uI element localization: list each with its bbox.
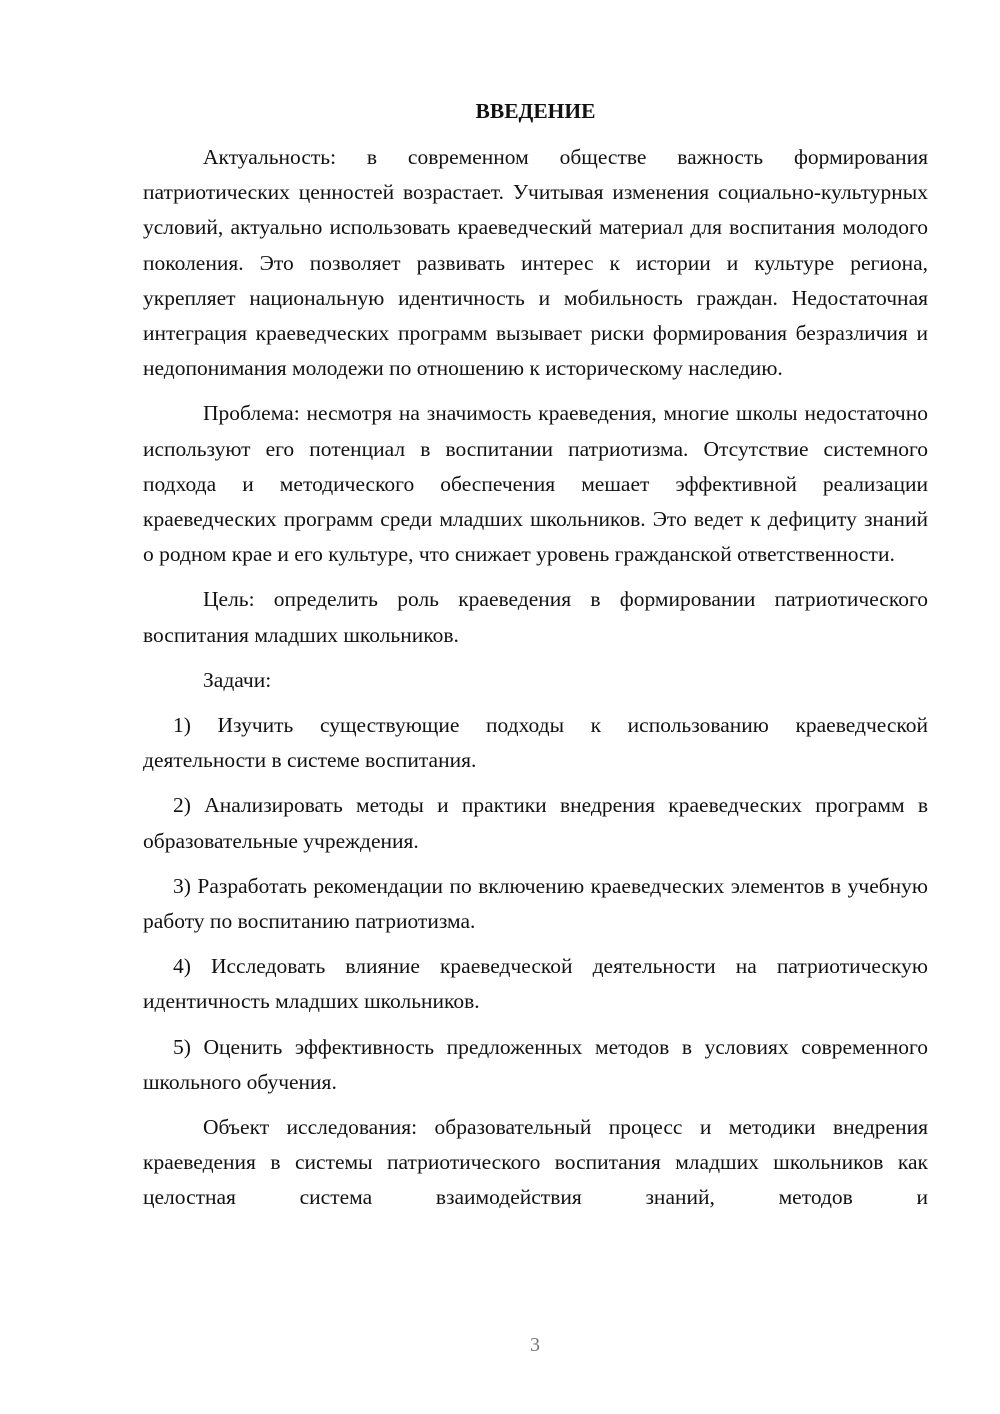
tasks-heading: Задачи: — [203, 667, 272, 692]
relevance-paragraph: Актуальность: в современном обществе важность формирования патриотических ценностей возрастает. Учитывая изменения социально-культурных условий, актуально использовать краеведческий материал для воспитания молодого поколения. Это позволяет развивать интерес к истории и культуре региона, укрепляет национальную идентичность и мобильность граждан. Недостаточная интеграция краеведческих программ вызывает риски формирования безразличия и недопонимания молодежи по отношению к историческому наследию. — [143, 145, 928, 381]
task-item: 4) Исследовать влияние краеведческой деятельности на патриотическую идентичность младших школьников. — [143, 954, 928, 1014]
task-item: 3) Разработать рекомендации по включению краеведческих элементов в учебную работу по воспитанию патриотизма. — [143, 873, 928, 934]
goal-paragraph: Цель: определить роль краеведения в формировании патриотического воспитания младших школьников. — [143, 587, 928, 647]
object-paragraph: Объект исследования: образовательный процесс и методики внедрения краеведения в системы патриотического воспитания младших школьников как целостная система взаимодействия знаний, методов и — [143, 1115, 928, 1210]
task-item: 2) Анализировать методы и практики внедрения краеведческих программ в образовательные учреждения. — [143, 793, 928, 853]
task-item: 1) Изучить существующие подходы к использованию краеведческой деятельности в системе воспитания. — [143, 713, 928, 773]
document-page — [143, 92, 928, 1216]
task-item: 5) Оценить эффективность предложенных методов в условиях современного школьного обучения. — [143, 1034, 928, 1094]
problem-paragraph: Проблема: несмотря на значимость краеведения, многие школы недостаточно используют его потенциал в воспитании патриотизма. Отсутствие системного подхода и методического обеспечения мешает эффективной реализации краеведческих программ среди младших школьников. Это ведет к дефициту знаний о родном крае и его культуре, что снижает уровень гражданской ответственности. — [143, 401, 928, 567]
page-number: 3 — [530, 1334, 540, 1356]
section-title: ВВЕДЕНИЕ — [475, 99, 596, 123]
